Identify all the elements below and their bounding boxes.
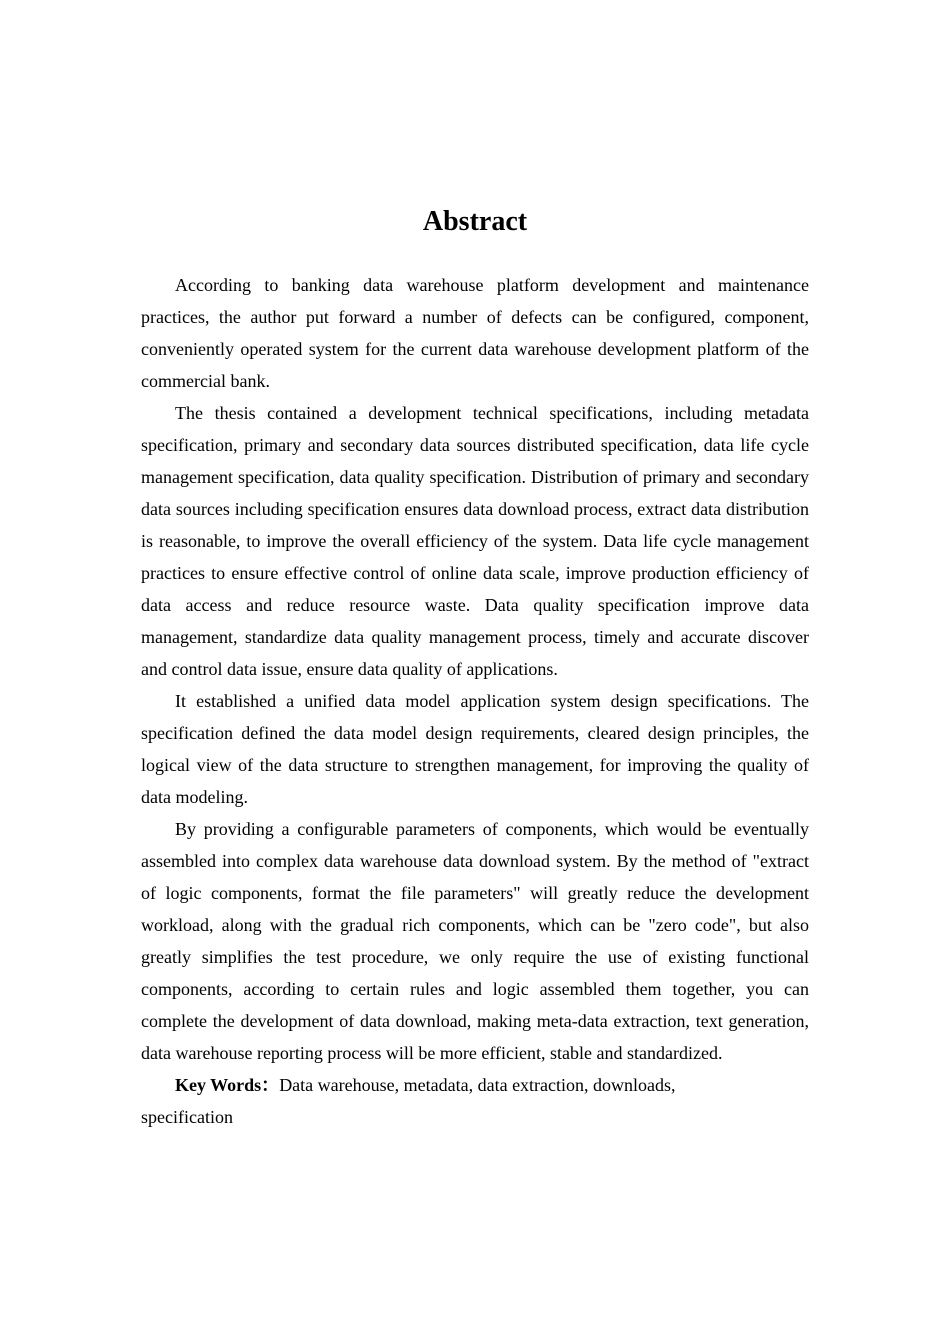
abstract-body xyxy=(141,269,809,1133)
abstract-paragraph-3: It established a unified data model application system design specifications. The specification defined the data model design requirements, cleared design principles, the logical view of the data structure to strengthen management, for improving the quality of data modeling. xyxy=(141,691,809,807)
keywords-label: Key Words： xyxy=(175,1075,280,1095)
abstract-paragraph-2: The thesis contained a development technical specifications, including metadata specification, primary and secondary data sources distributed specification, data life cycle management specification, data quality specification. Distribution of primary and secondary data sources including specification ensures data download process, extract data distribution is reasonable, to improve the overall efficiency of the system. Data life cycle management practices to ensure effective control of online data scale, improve production efficiency of data access and reduce resource waste. Data quality specification improve data management, standardize data quality management process, timely and accurate discover and control data issue, ensure data quality of applications. xyxy=(141,403,809,679)
page-title: Abstract xyxy=(422,206,528,237)
abstract-paragraph-1: According to banking data warehouse platform development and maintenance practices, the author put forward a number of defects can be configured, component, conveniently operated system for the current data warehouse development platform of the commercial bank. xyxy=(141,275,809,391)
keywords-text: Data warehouse, metadata, data extraction, downloads, specification xyxy=(141,1075,676,1127)
abstract-paragraph-4: By providing a configurable parameters of components, which would be eventually assembled into complex data warehouse data download system. By the method of "extract of logic components, format the file parameters" will greatly reduce the development workload, along with the gradual rich components, which can be "zero code", but also greatly simplifies the test procedure, we only require the use of existing functional components, according to certain rules and logic assembled them together, you can complete the development of data download, making meta-data extraction, text generation, data warehouse reporting process will be more efficient, stable and standardized. xyxy=(141,819,809,1063)
keywords-line xyxy=(141,1069,809,1133)
